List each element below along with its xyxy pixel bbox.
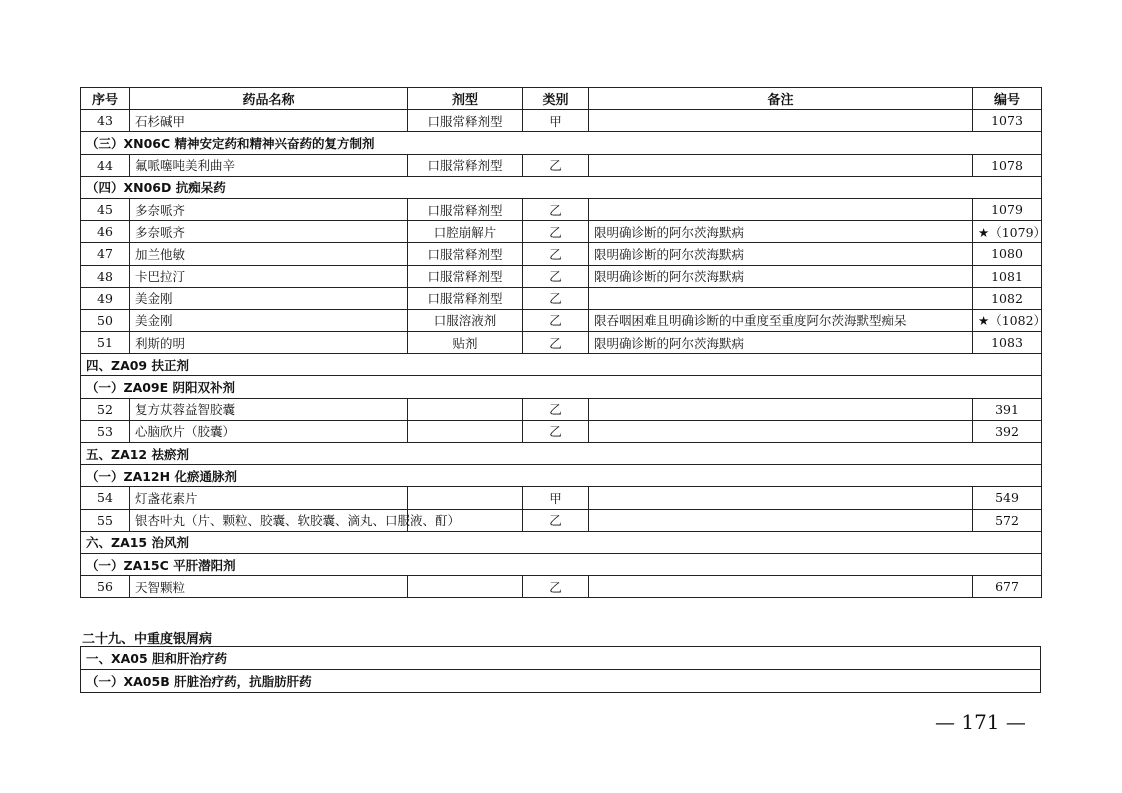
drug-list-table-continued — [80, 646, 1041, 693]
drug-list-table — [80, 87, 1047, 598]
cell-drug-name: 氟哌噻吨美利曲辛 — [130, 154, 408, 176]
cell-category: 乙 — [523, 420, 589, 442]
cell-code: ★（1079） — [973, 221, 1042, 243]
cell-code: 1083 — [973, 332, 1042, 354]
cell-code: 391 — [973, 398, 1042, 420]
cell-category: 乙 — [523, 576, 589, 598]
cell-code: 1081 — [973, 265, 1042, 287]
table-section-row — [81, 376, 1042, 398]
section-title: （一）ZA09E 阴阳双补剂 — [81, 376, 1042, 398]
cell-code: ★（1082） — [973, 309, 1042, 331]
table-section-row — [81, 354, 1042, 376]
table-section-row — [81, 670, 1041, 693]
header-code: 编号 — [973, 88, 1042, 110]
cell-no: 51 — [81, 332, 130, 354]
cell-drug-name: 石杉碱甲 — [130, 110, 408, 132]
section-title: （一）XA05B 肝脏治疗药，抗脂肪肝药 — [81, 670, 1041, 693]
table-row — [81, 110, 1042, 132]
cell-no: 48 — [81, 265, 130, 287]
header-category: 类别 — [523, 88, 589, 110]
cell-dosage-form: 口服常释剂型 — [408, 110, 523, 132]
cell-no: 56 — [81, 576, 130, 598]
table-row — [81, 420, 1042, 442]
cell-note: 限吞咽困难且明确诊断的中重度至重度阿尔茨海默型痴呆 — [589, 309, 973, 331]
cell-dosage-form: 贴剂 — [408, 332, 523, 354]
cell-no: 45 — [81, 198, 130, 220]
table-section-row — [81, 132, 1042, 154]
table-section-row — [81, 553, 1042, 575]
cell-no: 55 — [81, 509, 130, 531]
header-note: 备注 — [589, 88, 973, 110]
table-row — [81, 265, 1042, 287]
cell-category: 乙 — [523, 265, 589, 287]
table-section-row — [81, 443, 1042, 465]
cell-note — [589, 110, 973, 132]
cell-code: 1073 — [973, 110, 1042, 132]
cell-dosage-form — [408, 576, 523, 598]
table-row — [81, 487, 1042, 509]
cell-drug-name: 美金刚 — [130, 309, 408, 331]
cell-category: 乙 — [523, 243, 589, 265]
cell-drug-name: 灯盏花素片 — [130, 487, 408, 509]
cell-drug-name: 多奈哌齐 — [130, 221, 408, 243]
cell-category: 乙 — [523, 509, 589, 531]
table-section-row — [81, 531, 1042, 553]
cell-note: 限明确诊断的阿尔茨海默病 — [589, 243, 973, 265]
cell-code: 1080 — [973, 243, 1042, 265]
cell-category: 乙 — [523, 221, 589, 243]
cell-dosage-form — [408, 398, 523, 420]
cell-drug-name: 多奈哌齐 — [130, 198, 408, 220]
cell-category: 乙 — [523, 398, 589, 420]
cell-code: 549 — [973, 487, 1042, 509]
table-row — [81, 243, 1042, 265]
cell-code: 392 — [973, 420, 1042, 442]
header-name: 药品名称 — [130, 88, 408, 110]
table-row — [81, 221, 1042, 243]
section-title: （三）XN06C 精神安定药和精神兴奋药的复方制剂 — [81, 132, 1042, 154]
cell-dosage-form: 口腔崩解片 — [408, 221, 523, 243]
cell-note — [589, 509, 973, 531]
cell-code: 1078 — [973, 154, 1042, 176]
section-title: （一）ZA15C 平肝潜阳剂 — [81, 553, 1042, 575]
cell-drug-name: 天智颗粒 — [130, 576, 408, 598]
cell-dosage-form: 口服溶液剂 — [408, 309, 523, 331]
cell-drug-name: 加兰他敏 — [130, 243, 408, 265]
cell-no: 50 — [81, 309, 130, 331]
table-section-row — [81, 465, 1042, 487]
cell-note — [589, 398, 973, 420]
cell-drug-name: 银杏叶丸（片、颗粒、胶囊、软胶囊、滴丸、口服液、酊） — [130, 509, 408, 531]
cell-dosage-form: 口服常释剂型 — [408, 198, 523, 220]
cell-note — [589, 487, 973, 509]
section-title: 六、ZA15 治风剂 — [81, 531, 1042, 553]
cell-drug-name: 心脑欣片（胶囊） — [130, 420, 408, 442]
cell-no: 47 — [81, 243, 130, 265]
cell-no: 46 — [81, 221, 130, 243]
table-section-row — [81, 176, 1042, 198]
cell-dosage-form: 口服常释剂型 — [408, 287, 523, 309]
table-section-row — [81, 647, 1041, 670]
cell-category: 乙 — [523, 198, 589, 220]
cell-code: 1079 — [973, 198, 1042, 220]
section-title: （一）ZA12H 化瘀通脉剂 — [81, 465, 1042, 487]
section-title: 四、ZA09 扶正剂 — [81, 354, 1042, 376]
table-row — [81, 154, 1042, 176]
cell-no: 43 — [81, 110, 130, 132]
section-title: 一、XA05 胆和肝治疗药 — [81, 647, 1041, 670]
cell-note — [589, 420, 973, 442]
cell-note — [589, 576, 973, 598]
cell-code: 677 — [973, 576, 1042, 598]
cell-dosage-form: 口服常释剂型 — [408, 265, 523, 287]
section-title: 五、ZA12 祛瘀剂 — [81, 443, 1042, 465]
cell-note: 限明确诊断的阿尔茨海默病 — [589, 265, 973, 287]
table-row — [81, 332, 1042, 354]
cell-category: 甲 — [523, 487, 589, 509]
section-title: （四）XN06D 抗痴呆药 — [81, 176, 1042, 198]
cell-category: 乙 — [523, 287, 589, 309]
cell-dosage-form — [408, 487, 523, 509]
cell-drug-name: 美金刚 — [130, 287, 408, 309]
cell-note — [589, 198, 973, 220]
cell-no: 44 — [81, 154, 130, 176]
header-no: 序号 — [81, 88, 130, 110]
cell-note: 限明确诊断的阿尔茨海默病 — [589, 221, 973, 243]
cell-drug-name: 复方苁蓉益智胶囊 — [130, 398, 408, 420]
page-number: — 171 — — [935, 710, 1026, 734]
table-row — [81, 198, 1042, 220]
cell-dosage-form: 口服常释剂型 — [408, 243, 523, 265]
cell-code: 1082 — [973, 287, 1042, 309]
cell-note — [589, 287, 973, 309]
table-row — [81, 398, 1042, 420]
cell-category: 乙 — [523, 309, 589, 331]
table-row — [81, 287, 1042, 309]
cell-category: 乙 — [523, 332, 589, 354]
header-form: 剂型 — [408, 88, 523, 110]
section-heading: 二十九、中重度银屑病 — [82, 632, 213, 647]
cell-no: 53 — [81, 420, 130, 442]
cell-category: 乙 — [523, 154, 589, 176]
cell-dosage-form: 口服常释剂型 — [408, 154, 523, 176]
table-row — [81, 309, 1042, 331]
cell-category: 甲 — [523, 110, 589, 132]
cell-note: 限明确诊断的阿尔茨海默病 — [589, 332, 973, 354]
cell-no: 54 — [81, 487, 130, 509]
table-row — [81, 509, 1042, 531]
table-header-row — [81, 88, 1042, 110]
table-row — [81, 576, 1042, 598]
cell-drug-name: 卡巴拉汀 — [130, 265, 408, 287]
cell-code: 572 — [973, 509, 1042, 531]
cell-no: 49 — [81, 287, 130, 309]
cell-drug-name: 利斯的明 — [130, 332, 408, 354]
cell-dosage-form — [408, 420, 523, 442]
cell-note — [589, 154, 973, 176]
cell-no: 52 — [81, 398, 130, 420]
